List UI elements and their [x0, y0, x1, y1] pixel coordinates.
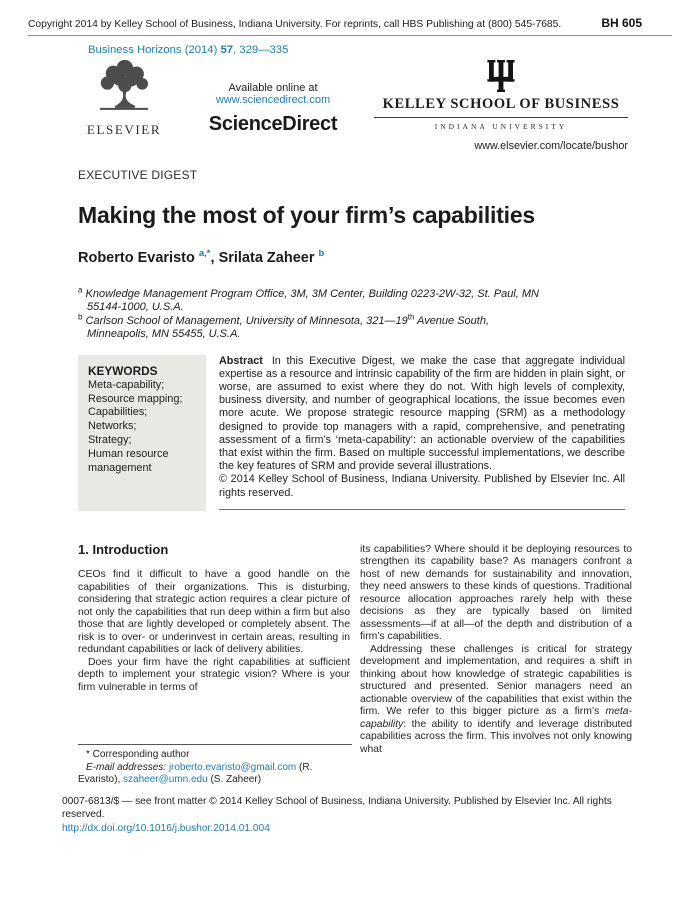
- email-1-suffix: (R. Evaristo),: [78, 761, 313, 786]
- keywords-box: [78, 355, 206, 511]
- available-online-line: [172, 82, 374, 106]
- abstract-column: [219, 355, 625, 511]
- masthead: [76, 60, 628, 152]
- intro-right-column: [360, 544, 632, 757]
- abstract-label: Abstract: [219, 354, 263, 367]
- keywords-heading: KEYWORDS: [88, 363, 158, 378]
- journal-citation-prefix: Business Horizons (2014): [88, 44, 221, 56]
- intro-left-column: [78, 541, 350, 757]
- section-heading-introduction: 1. Introduction: [78, 541, 169, 557]
- keyword-item: Strategy;: [88, 434, 132, 447]
- author-1-affiliation-mark: a,*: [198, 248, 211, 260]
- intro-paragraph-4-pre: Addressing these challenges is critical for strategy development and implementation, and requires a shift in thinking about how knowledge of strategic capabilities is structured and presented. Senior managers need an actionable overview of the capabilities that exist within the firm. We refer to this bigger picture as a firm’s: [360, 643, 632, 718]
- email-2-suffix: (S. Zaheer): [207, 774, 262, 786]
- abstract-text: [219, 355, 625, 474]
- introduction-section: [78, 541, 700, 757]
- meta-capability-term: meta-capability: [360, 706, 632, 730]
- keyword-item: Human resource management: [88, 448, 169, 475]
- reprint-copyright-line: Copyright 2014 by Kelley School of Business, Indiana University. For reprints, call HBS Publishing at (800) 545-7685.: [28, 19, 562, 30]
- doi-link[interactable]: http://dx.doi.org/10.1016/j.bushor.2014.01.004: [62, 823, 270, 834]
- abstract-body: In this Executive Digest, we make the case that aggregate individual expertise as a resource and intrinsic capability of the firm are hidden in plain sight, or worse, are assumed to exist where they do not. With high levels of complexity, business diversity, and number of geographical locations, the issue becomes even more acute. We propose strategic resource mapping (SRM) as a methodology designed to provide top managers with a rapid, comprehensive, and penetrating assessment of a firm’s ‘meta-capability’: an actionable overview of the capabilities that exist within the firm. Based on multiple successful implementations, we describe the key features of SRM and provide several illustrations.: [219, 354, 625, 473]
- affiliation-b-text-1: Carlson School of Management, University of Minnesota, 321—19: [82, 314, 408, 327]
- elsevier-wordmark: ELSEVIER: [86, 122, 162, 137]
- author-2-name: Srilata Zaheer: [218, 250, 315, 266]
- keyword-item: Capabilities;: [88, 406, 148, 419]
- corresponding-author-note: * Corresponding author: [86, 749, 190, 760]
- indiana-university-label: INDIANA UNIVERSITY: [434, 122, 568, 131]
- email-addresses-line: [78, 762, 352, 787]
- sciencedirect-link[interactable]: www.sciencedirect.com: [215, 94, 331, 106]
- journal-homepage-url: www.elsevier.com/locate/bushor: [474, 140, 628, 152]
- affiliation-a: [78, 285, 548, 315]
- authors-separator: ,: [210, 250, 219, 266]
- author-footnote: [78, 744, 352, 787]
- keyword-item: Resource mapping;: [88, 392, 183, 405]
- document-code: BH 605: [601, 16, 642, 30]
- top-strip: [0, 0, 700, 30]
- abstract-divider: [219, 509, 625, 510]
- intro-paragraph-3: its capabilities? Where should it be deploying resources to strengthen its capability base? As managers confront a host of new demands for sustainability and innovation, they need answers to these kinds of questions. Traditional resource allocation approaches rarely help with these decisions as they are typically based on limited assessments—if at all—of the depth and distribution of a firm’s capabilities.: [360, 543, 632, 643]
- sciencedirect-block: [172, 60, 374, 152]
- page-footer: [62, 795, 647, 835]
- abstract-copyright: © 2014 Kelley School of Business, Indiana University. Published by Elsevier Inc. All rights reserved.: [219, 473, 625, 499]
- affiliation-b-text-2: Avenue South, Minneapolis, MN 55455, U.S.A.: [87, 314, 490, 341]
- elsevier-tree-icon: [95, 103, 153, 120]
- journal-pages: , 329—335: [233, 44, 289, 56]
- sciencedirect-wordmark: ScienceDirect: [208, 113, 338, 135]
- abstract-section: [78, 355, 625, 511]
- email-link-evaristo[interactable]: jroberto.evaristo@gmail.com: [168, 761, 297, 773]
- affiliation-b: [78, 312, 548, 342]
- authors-line: [78, 250, 700, 266]
- elsevier-logo: [76, 60, 172, 152]
- kelley-school-wordmark: KELLEY SCHOOL OF BUSINESS: [374, 96, 628, 118]
- affiliation-a-text: Knowledge Management Program Office, 3M, 3M Center, Building 0223-2W-32, St. Paul, MN 55144-1000, U.S.A.: [82, 288, 539, 314]
- article-title: Making the most of your firm’s capabilities: [78, 202, 536, 228]
- iu-trident-icon: [485, 60, 517, 92]
- journal-volume: 57: [220, 44, 234, 56]
- affiliation-b-ordinal: th: [407, 312, 415, 322]
- kelley-logo-block: [374, 60, 628, 152]
- affiliation-a-mark: a: [78, 285, 83, 295]
- intro-paragraph-1: CEOs find it difficult to have a good handle on the capabilities of their organizations. This is disturbing, considering that strategic action requires a clear picture of not only the capabilities that run deep within a firm but also those that are lightly developed or completely absent. The risk is to over- or underinvest in certain areas, resulting in redundant capabilities or lack of delivery abilities.: [78, 569, 350, 656]
- footnote-divider: [78, 744, 352, 745]
- intro-paragraph-4-post: : the ability to identify and leverage distributed capabilities across the firm. This involves not only knowing what: [360, 718, 632, 755]
- keyword-item: Networks;: [88, 420, 137, 433]
- article-section-label: EXECUTIVE DIGEST: [78, 168, 198, 182]
- email-link-zaheer[interactable]: szaheer@umn.edu: [123, 774, 208, 786]
- keyword-item: Meta-capability;: [88, 378, 165, 391]
- header-divider: [28, 35, 672, 36]
- available-online-prefix: Available online at: [228, 82, 318, 94]
- author-1-name: Roberto Evaristo: [78, 250, 195, 266]
- journal-citation[interactable]: [88, 44, 700, 56]
- affiliation-b-mark: b: [78, 312, 83, 322]
- email-addresses-label: E-mail addresses:: [86, 761, 169, 773]
- intro-paragraph-2: Does your firm have the right capabilities at sufficient depth to implement your strategic vision? Where is your firm vulnerable in terms of: [78, 656, 350, 693]
- intro-paragraph-4: [360, 644, 632, 757]
- author-2-affiliation-mark: b: [318, 248, 325, 260]
- issn-copyright-line: 0007-6813/$ — see front matter © 2014 Kelley School of Business, Indiana University. Published by Elsevier Inc. All rights reserved.: [62, 796, 612, 820]
- affiliations: [78, 285, 548, 342]
